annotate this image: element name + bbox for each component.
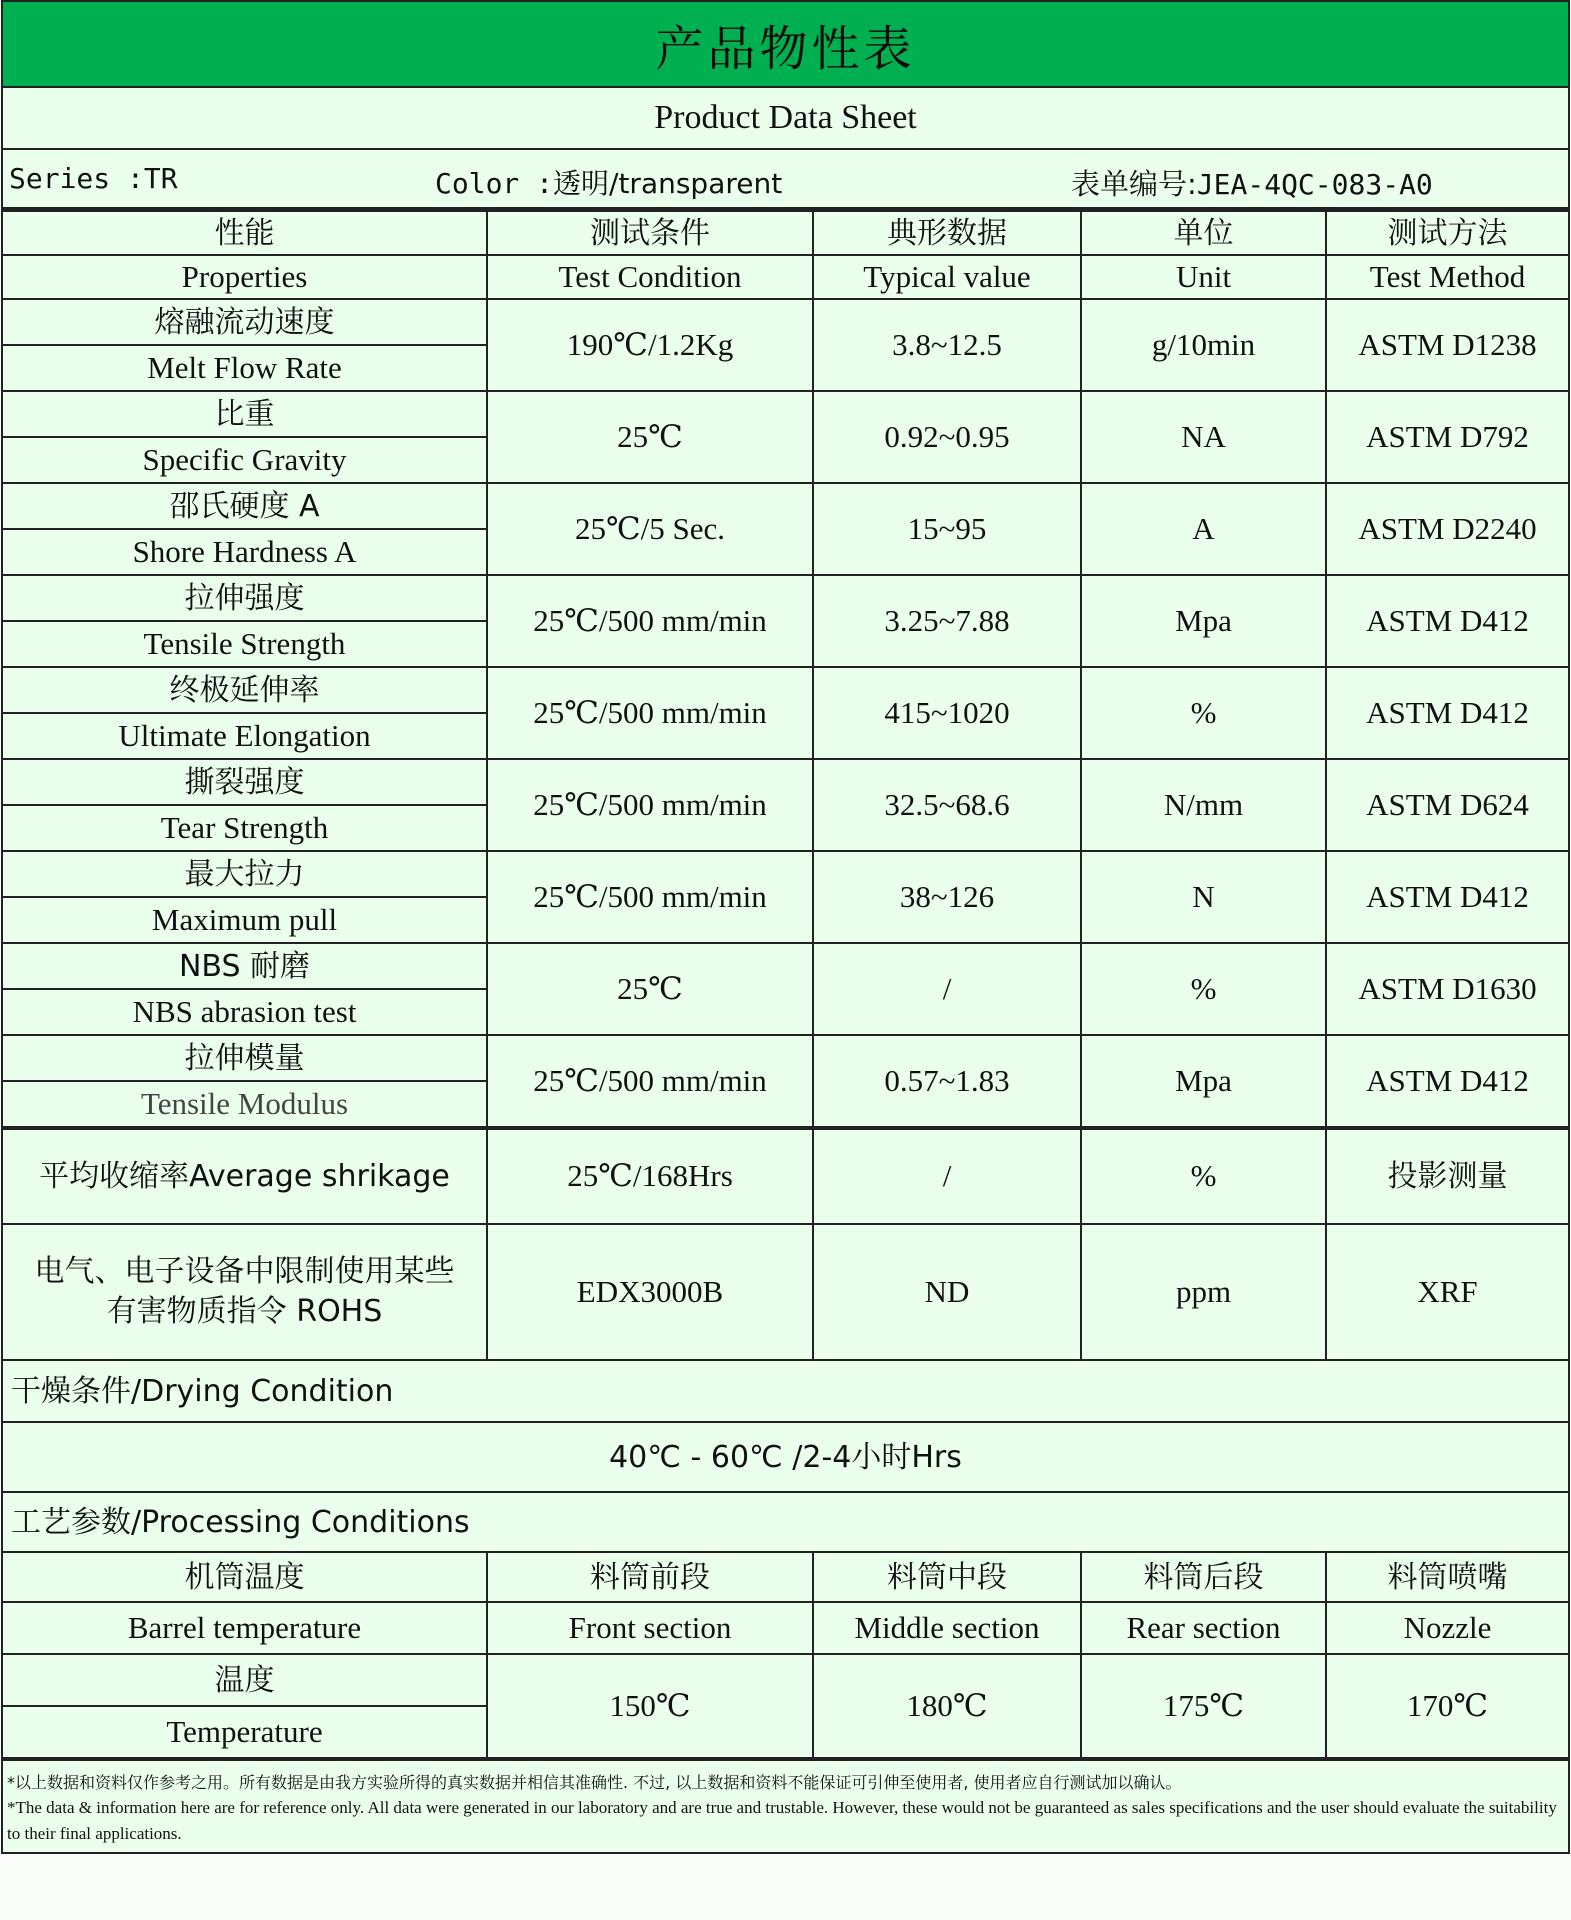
color-field [435, 162, 782, 202]
test-method: ASTM D412 [1326, 575, 1568, 667]
processing-header-cell: 料筒中段 [813, 1552, 1081, 1602]
meta-row [3, 150, 1568, 210]
processing-header-cell: Middle section [813, 1602, 1081, 1654]
unit: Mpa [1081, 1035, 1326, 1127]
property-row [3, 851, 1568, 897]
disclaimer-en: *The data & information here are for reference only. All data were generated in our laboratory and are true and trustable. However, these would not be guaranteed as sales specifications and the user should evaluate the suitability to their final applications. [7, 1798, 1557, 1843]
header-cell: 单位 [1081, 211, 1326, 255]
drying-title: 干燥条件/Drying Condition [3, 1360, 1568, 1422]
page-subtitle: Product Data Sheet [3, 88, 1568, 150]
processing-header-cell: Rear section [1081, 1602, 1326, 1654]
property-name-cn: 邵氏硬度 A [3, 483, 487, 529]
property-row [3, 575, 1568, 621]
processing-header-cell: 料筒后段 [1081, 1552, 1326, 1602]
temperature-row-top [3, 1654, 1568, 1706]
header-cell: Typical value [813, 255, 1081, 299]
rohs-condition: EDX3000B [487, 1224, 813, 1360]
disclaimer-cn: *以上数据和资料仅作参考之用。所有数据是由我方实验所得的真实数据并相信其准确性. 不过, 以上数据和资料不能保证可引伸至使用者, 使用者应自行测试加以确认。 [7, 1773, 1182, 1792]
unit: g/10min [1081, 299, 1326, 391]
property-row [3, 391, 1568, 437]
property-name-cn: 撕裂强度 [3, 759, 487, 805]
property-row [3, 759, 1568, 805]
processing-header-en-row [3, 1602, 1568, 1654]
test-method: ASTM D624 [1326, 759, 1568, 851]
property-name-cn: NBS 耐磨 [3, 943, 487, 989]
processing-header-cell: 机筒温度 [3, 1552, 487, 1602]
processing-header-cell: 料筒前段 [487, 1552, 813, 1602]
temperature-nozzle: 170℃ [1326, 1654, 1568, 1758]
temperature-label-cn: 温度 [3, 1654, 487, 1706]
unit: % [1081, 943, 1326, 1035]
test-method: ASTM D412 [1326, 667, 1568, 759]
property-row [3, 1035, 1568, 1081]
rohs-value: ND [813, 1224, 1081, 1360]
property-name-en: Melt Flow Rate [3, 345, 487, 391]
test-method: ASTM D792 [1326, 391, 1568, 483]
series-label: Series :TR [9, 162, 178, 195]
property-row [3, 667, 1568, 713]
form-number-value: JEA-4QC-083-A0 [1196, 168, 1433, 201]
test-condition: 25℃/500 mm/min [487, 667, 813, 759]
typical-value: 0.92~0.95 [813, 391, 1081, 483]
shrinkage-method: 投影测量 [1326, 1129, 1568, 1224]
properties-table [3, 210, 1568, 1128]
test-method: ASTM D412 [1326, 851, 1568, 943]
test-condition: 25℃ [487, 943, 813, 1035]
rohs-label-line1: 电气、电子设备中限制使用某些 [34, 1253, 455, 1289]
drying-value: 40℃ - 60℃ /2-4小时Hrs [3, 1422, 1568, 1492]
typical-value: 38~126 [813, 851, 1081, 943]
header-cell: Test Condition [487, 255, 813, 299]
processing-title: 工艺参数/Processing Conditions [3, 1492, 1568, 1552]
rohs-method: XRF [1326, 1224, 1568, 1360]
test-method: ASTM D1630 [1326, 943, 1568, 1035]
shrinkage-unit: % [1081, 1129, 1326, 1224]
property-name-cn: 最大拉力 [3, 851, 487, 897]
form-number-label: 表单编号: [1071, 167, 1197, 201]
shrinkage-row [3, 1129, 1568, 1224]
unit: % [1081, 667, 1326, 759]
rohs-unit: ppm [1081, 1224, 1326, 1360]
drying-value-row [3, 1422, 1568, 1492]
rohs-label [3, 1224, 487, 1360]
form-number-field [1071, 162, 1433, 203]
property-row [3, 483, 1568, 529]
processing-title-row [3, 1492, 1568, 1552]
property-name-cn: 熔融流动速度 [3, 299, 487, 345]
unit: A [1081, 483, 1326, 575]
unit: Mpa [1081, 575, 1326, 667]
extra-properties-table [3, 1128, 1568, 1759]
property-name-en: Ultimate Elongation [3, 713, 487, 759]
test-method: ASTM D412 [1326, 1035, 1568, 1127]
unit: NA [1081, 391, 1326, 483]
temperature-label-en: Temperature [3, 1706, 487, 1758]
typical-value: 15~95 [813, 483, 1081, 575]
unit: N/mm [1081, 759, 1326, 851]
property-name-cn: 拉伸模量 [3, 1035, 487, 1081]
color-label: Color : [435, 167, 554, 200]
header-cell: 测试方法 [1326, 211, 1568, 255]
property-name-en: NBS abrasion test [3, 989, 487, 1035]
header-row-cn [3, 211, 1568, 255]
property-name-cn: 终极延伸率 [3, 667, 487, 713]
header-cell: 性能 [3, 211, 487, 255]
test-condition: 25℃/500 mm/min [487, 1035, 813, 1127]
typical-value: 32.5~68.6 [813, 759, 1081, 851]
shrinkage-value: / [813, 1129, 1081, 1224]
header-cell: Unit [1081, 255, 1326, 299]
header-cell: Properties [3, 255, 487, 299]
test-condition: 25℃ [487, 391, 813, 483]
header-cell: Test Method [1326, 255, 1568, 299]
typical-value: 3.8~12.5 [813, 299, 1081, 391]
property-name-en: Maximum pull [3, 897, 487, 943]
property-name-en: Tear Strength [3, 805, 487, 851]
property-name-en: Specific Gravity [3, 437, 487, 483]
processing-header-cell: 料筒喷嘴 [1326, 1552, 1568, 1602]
test-condition: 25℃/500 mm/min [487, 575, 813, 667]
property-row [3, 943, 1568, 989]
header-row-en [3, 255, 1568, 299]
typical-value: 0.57~1.83 [813, 1035, 1081, 1127]
temperature-front: 150℃ [487, 1654, 813, 1758]
rohs-label-line2: 有害物质指令 ROHS [106, 1294, 383, 1329]
test-method: ASTM D2240 [1326, 483, 1568, 575]
disclaimer [3, 1759, 1568, 1854]
drying-title-row [3, 1360, 1568, 1422]
rohs-row [3, 1224, 1568, 1360]
processing-header-cn-row [3, 1552, 1568, 1602]
page-title: 产品物性表 [3, 0, 1568, 88]
header-cell: 典形数据 [813, 211, 1081, 255]
test-condition: 25℃/500 mm/min [487, 759, 813, 851]
unit: N [1081, 851, 1326, 943]
test-condition: 25℃/500 mm/min [487, 851, 813, 943]
product-data-sheet [1, 0, 1570, 1854]
temperature-rear: 175℃ [1081, 1654, 1326, 1758]
test-condition: 25℃/5 Sec. [487, 483, 813, 575]
property-name-cn: 比重 [3, 391, 487, 437]
typical-value: 415~1020 [813, 667, 1081, 759]
property-name-cn: 拉伸强度 [3, 575, 487, 621]
color-value: 透明/transparent [553, 167, 783, 200]
processing-header-cell: Front section [487, 1602, 813, 1654]
shrinkage-condition: 25℃/168Hrs [487, 1129, 813, 1224]
temperature-middle: 180℃ [813, 1654, 1081, 1758]
property-name-en: Shore Hardness A [3, 529, 487, 575]
property-row [3, 299, 1568, 345]
test-method: ASTM D1238 [1326, 299, 1568, 391]
typical-value: 3.25~7.88 [813, 575, 1081, 667]
property-name-en: Tensile Strength [3, 621, 487, 667]
processing-header-cell: Barrel temperature [3, 1602, 487, 1654]
processing-header-cell: Nozzle [1326, 1602, 1568, 1654]
header-cell: 测试条件 [487, 211, 813, 255]
property-name-en: Tensile Modulus [3, 1081, 487, 1127]
test-condition: 190℃/1.2Kg [487, 299, 813, 391]
shrinkage-label: 平均收缩率Average shrikage [3, 1129, 487, 1224]
typical-value: / [813, 943, 1081, 1035]
